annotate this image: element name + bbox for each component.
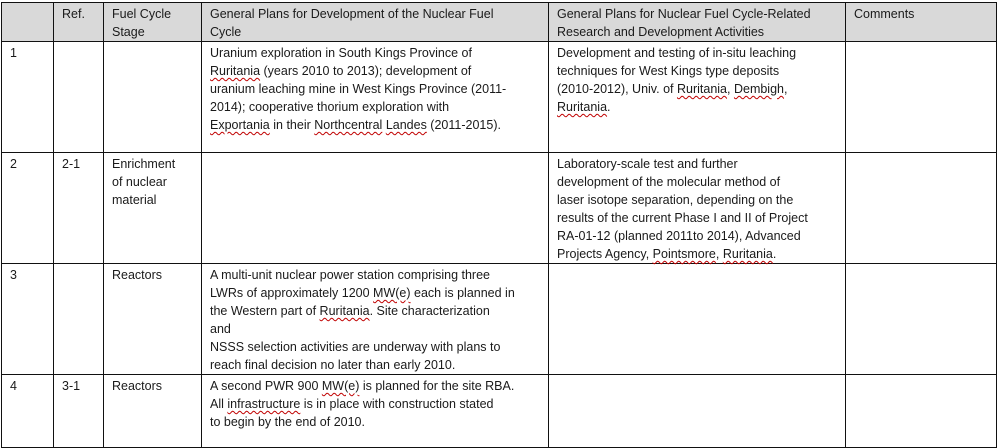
text-run: . [772,247,777,261]
spellcheck-word: Ruritania [676,82,728,96]
cell-research [549,375,846,448]
cell-comments [846,42,997,153]
text-run: (2011-2015). [426,118,501,132]
spellcheck-word: Ruritania [722,247,773,261]
text-run: , [784,82,788,96]
cell-no: 1 [2,42,54,153]
spellcheck-word: Northcentral [314,118,383,132]
cell-plans [202,375,549,448]
text-line [557,227,840,245]
text-run: Laboratory-scale test and further [557,157,738,171]
cell-research [549,153,846,264]
header-research [549,3,846,42]
stage-line: of nuclear [112,175,167,189]
text-line [210,284,543,302]
cell-ref [54,42,104,153]
cell-plans [202,42,549,153]
text-run: Projects Agency, [557,247,653,261]
text-line [557,80,840,98]
text-run: All [210,397,228,411]
stage-line: Reactors [112,379,163,393]
text-line [557,155,840,173]
text-run: uranium leaching mine in West Kings Province (2011- [210,82,507,96]
cell-no: 2 [2,153,54,264]
header-plans [202,3,549,42]
text-run: and [210,322,231,336]
header-plans-line: Cycle [210,25,242,39]
text-run: (years 2010 to 2013); development of [260,64,472,78]
stage-line: Reactors [112,268,163,282]
text-line [557,209,840,227]
cell-research [549,42,846,153]
text-line [210,98,543,116]
header-stage-line: Fuel Cycle [112,7,172,21]
text-run: is in place with construction stated [300,397,494,411]
header-comments: Comments [846,3,997,42]
text-run: Uranium exploration in South Kings Province of [210,46,472,60]
header-research-line: General Plans for Nuclear Fuel Cycle-Related [557,7,811,21]
cell-ref: 2-1 [54,153,104,264]
text-line [557,98,840,116]
text-run: LWRs of approximately 1200 [210,286,374,300]
text-run: . [607,100,611,114]
text-line [210,377,543,395]
text-line [557,191,840,209]
cell-stage [104,153,202,264]
text-run: , [715,247,723,261]
cell-comments [846,264,997,375]
spellcheck-word: Landes [385,118,427,132]
cell-ref: 3-1 [54,375,104,448]
spellcheck-word: Ruritania [557,100,608,114]
text-line [557,62,840,80]
table-row [2,153,997,264]
spellcheck-word: Ruritania [319,304,370,318]
cell-plans [202,153,549,264]
text-run: , [727,82,734,96]
header-stage-line: Stage [112,25,145,39]
text-line [210,302,543,320]
header-no [2,3,54,42]
text-run: is planned for the site RBA. [359,379,515,393]
table-header [2,3,997,42]
text-run: techniques for West Kings type deposits [557,64,780,78]
spellcheck-word: Exportania [210,118,270,132]
text-line [210,413,543,431]
text-run: . Site characterization [369,304,490,318]
text-line [210,395,543,413]
text-run: (2010-2012), Univ. of [557,82,677,96]
text-run: the Western part of [210,304,320,318]
spellcheck-word: Ruritania [210,64,261,78]
cell-stage [104,264,202,375]
spellcheck-word: MW(e) [373,286,411,300]
header-row [2,3,997,42]
text-run: A second PWR 900 [210,379,322,393]
text-line [210,62,543,80]
header-research-line: Research and Development Activities [557,25,765,39]
spellcheck-word: Pointsmore [652,247,716,261]
text-line [210,338,543,356]
text-run: to begin by the end of 2010. [210,415,365,429]
text-run: reach final decision no later than early 2010. [210,358,456,372]
text-run: RA-01-12 (planned 2011to 2014), Advanced [557,229,801,243]
cell-no: 4 [2,375,54,448]
cell-stage [104,42,202,153]
cell-comments [846,153,997,264]
cell-ref [54,264,104,375]
table-body [2,42,997,448]
stage-line: material [112,193,157,207]
fuel-cycle-table [1,2,997,448]
header-plans-line: General Plans for Development of the Nuclear Fuel [210,7,494,21]
text-line [210,44,543,62]
text-line [210,356,543,374]
text-line [557,245,840,263]
text-run: 2014); cooperative thorium exploration with [210,100,450,114]
stage-line: Enrichment [112,157,176,171]
spellcheck-word: Dembigh [733,82,784,96]
text-line [210,80,543,98]
text-line [210,320,543,338]
text-run: results of the current Phase I and II of Project [557,211,808,225]
cell-comments [846,375,997,448]
table-row [2,264,997,375]
cell-no: 3 [2,264,54,375]
text-line [557,44,840,62]
text-run: each is planned in [410,286,515,300]
header-ref: Ref. [54,3,104,42]
text-run: Development and testing of in-situ leaching [557,46,797,60]
text-run: A multi-unit nuclear power station comprising three [210,268,490,282]
text-line [210,266,543,284]
text-run: in their [269,118,315,132]
table-row [2,42,997,153]
table-row [2,375,997,448]
text-line [210,116,543,134]
spellcheck-word: MW(e) [321,379,360,393]
cell-stage [104,375,202,448]
text-run: NSSS selection activities are underway with plans to [210,340,501,354]
cell-plans [202,264,549,375]
text-run: laser isotope separation, depending on the [557,193,794,207]
text-line [557,173,840,191]
spellcheck-word: infrastructure [227,397,301,411]
cell-research [549,264,846,375]
text-run: development of the molecular method of [557,175,781,189]
header-stage [104,3,202,42]
